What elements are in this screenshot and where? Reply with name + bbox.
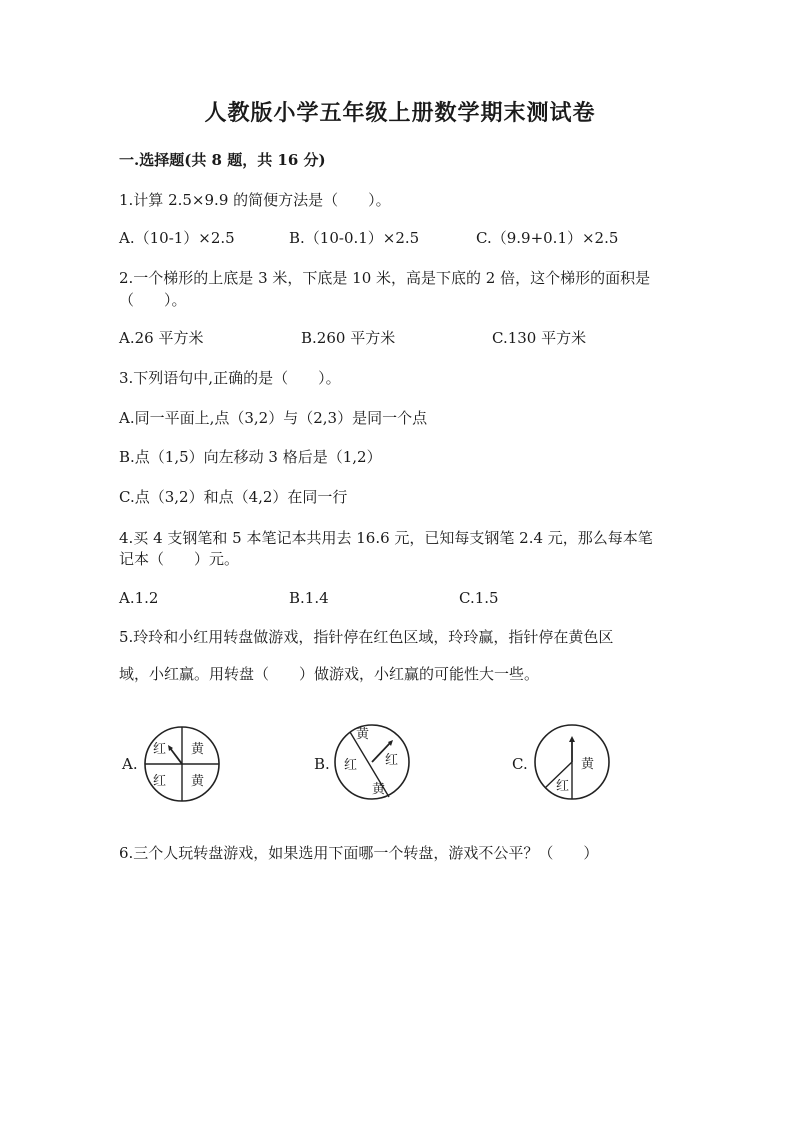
question-2-stem-line-1: 2.一个梯形的上底是 3 米，下底是 10 米，高是下底的 2 倍，这个梯形的面积是	[119, 269, 651, 287]
spinner-c	[532, 722, 612, 802]
spinner-a-yellow-top: 黄	[191, 742, 205, 757]
spinner-b-red-right: 红	[385, 753, 399, 768]
page-title: 人教版小学五年级上册数学期末测试卷	[204, 100, 596, 126]
question-3-option-b: B.点（1,5）向左移动 3 格后是（1,2）	[119, 448, 382, 466]
section-heading: 一.选择题(共 8 题，共 16 分)	[119, 151, 326, 169]
spinner-b-red-left: 红	[344, 758, 358, 773]
question-1-stem: 1.计算 2.5×9.9 的简便方法是（ ）。	[119, 191, 391, 209]
spinner-a-label: A.	[122, 755, 138, 773]
spinner-c-yellow: 黄	[581, 757, 595, 772]
question-4-stem-line-2: 记本（ ）元。	[119, 550, 240, 568]
question-5-stem-line-2: 域，小红赢。用转盘（ ）做游戏，小红赢的可能性大一些。	[119, 665, 540, 683]
question-2-stem-line-2: （ ）。	[119, 291, 187, 309]
question-2-option-a: A.26 平方米	[119, 329, 204, 347]
question-1-option-c: C.（9.9+0.1）×2.5	[476, 229, 619, 247]
question-2-option-c: C.130 平方米	[492, 329, 587, 347]
question-4-option-c: C.1.5	[459, 589, 499, 607]
question-3-option-c: C.点（3,2）和点（4,2）在同一行	[119, 488, 348, 506]
question-1-option-a: A.（10-1）×2.5	[119, 229, 235, 247]
question-4-stem-line-1: 4.买 4 支钢笔和 5 本笔记本共用去 16.6 元，已知每支钢笔 2.4 元，那么每本笔	[119, 529, 653, 547]
question-3-option-a: A.同一平面上,点（3,2）与（2,3）是同一个点	[119, 409, 428, 427]
spinner-b-yellow-top: 黄	[356, 727, 370, 742]
question-6-stem: 6.三个人玩转盘游戏，如果选用下面哪一个转盘，游戏不公平？（ ）	[119, 844, 599, 862]
spinner-b-label: B.	[314, 755, 330, 773]
spinner-c-label: C.	[512, 755, 528, 773]
question-4-option-a: A.1.2	[119, 589, 159, 607]
question-1-option-b: B.（10-0.1）×2.5	[289, 229, 420, 247]
spinner-b	[332, 722, 412, 802]
spinner-a-red-bottom: 红	[153, 774, 167, 789]
question-3-stem: 3.下列语句中,正确的是（ ）。	[119, 369, 341, 387]
spinner-a	[142, 724, 222, 804]
spinner-a-yellow-bottom: 黄	[191, 774, 205, 789]
spinner-c-red: 红	[556, 779, 570, 794]
question-5-stem-line-1: 5.玲玲和小红用转盘做游戏，指针停在红色区域，玲玲赢，指针停在黄色区	[119, 628, 614, 646]
spinner-a-red-top: 红	[153, 742, 167, 757]
question-4-option-b: B.1.4	[289, 589, 329, 607]
spinner-b-yellow-bottom: 黄	[372, 782, 386, 797]
question-2-option-b: B.260 平方米	[301, 329, 396, 347]
